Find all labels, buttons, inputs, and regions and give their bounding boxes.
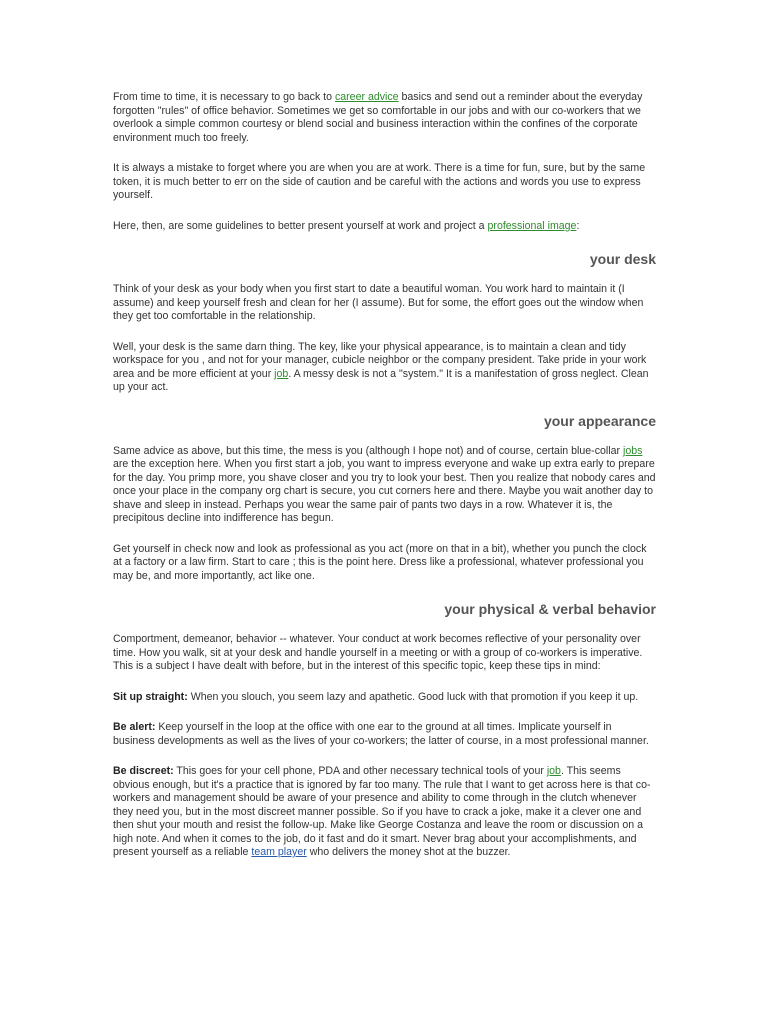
desk-text-2b: . A messy desk is not a "system." It is a manifestation of gross neglect. Clean up your act.: [113, 367, 649, 393]
behavior-paragraph-1: Comportment, demeanor, behavior -- whatever. Your conduct at work becomes reflective of your personality over time. How you walk, sit at your desk and handle yourself in a meeting or with a group of co-workers is imperative. This is a subject I have dealt with before, but in the interest of this specific topic, keep these tips in mind:: [113, 633, 643, 672]
appearance-text-1a: Same advice as above, but this time, the mess is you (although I hope not) and of course, certain blue-collar: [113, 444, 623, 457]
intro-text-1b: basics and send out a reminder about the everyday forgotten "rules" of office behavior. Sometimes we get so comfortable in our jobs and with our co-workers that we overlook a simple common courtesy or blend social and business interaction within the confines of the corporate environment much too freely.: [113, 91, 643, 144]
article-body: [113, 91, 656, 877]
desk-paragraph-2: [113, 341, 656, 395]
desk-paragraph-1: Think of your desk as your body when you first start to date a beautiful woman. You work hard to maintain it (I assume) and keep yourself fresh and clean for her (I assume). But for some, the effort goes out the window when they get too comfortable in the relationship.: [113, 283, 644, 322]
jobs-link[interactable]: jobs: [622, 444, 643, 457]
job-link-2[interactable]: job: [546, 765, 561, 777]
tip-3-text-b: . This seems obvious enough, but it's a practice that is ignored by far too many. The rule that I want to get across here is that co-workers and management should be aware of your presence and ability to come through in the clutch whenever they need you, but in the most discreet manner possible. So if you have to crack a joke, make it a clever one and then shut your mouth and resist the follow-up. Make like George Costanza and leave the room or discussion on a high note. And when it comes to the job, do it fast and do it smart. Never brag about your accomplishments, and present yourself as a reliable: [113, 765, 651, 858]
tip-be-discreet: [113, 765, 656, 860]
appearance-text-1b: are the exception here. When you first start a job, you want to impress everyone and wake up extra early to prepare for the day. You primp more, you shave closer and you try to look your best. Then you realize that nobody cares and once your place in the company org chart is secure, you cut corners here and there. Maybe you wait another day to shave and sleep in instead. Perhaps you wear the same pair of pants two days in a row. Whatever it is, the precipitous decline into indifference has begun.: [113, 458, 656, 524]
appearance-paragraph-2: Get yourself in check now and look as professional as you act (more on that in a bit), whether you punch the clock at a factory or a law firm. Start to care ; this is the point here. Dress like a professional, whatever professional you may be, and more importantly, act like one.: [113, 542, 647, 582]
professional-image-link[interactable]: professional image: [487, 219, 577, 232]
intro-paragraph-3: [113, 220, 656, 234]
tip-be-alert: [113, 721, 656, 748]
intro-paragraph-1: [113, 91, 656, 145]
desk-text-2a: Well, your desk is the same darn thing. The key, like your physical appearance, is to maintain a clean and tidy workspace for you , and not for your manager, cubicle neighbor or the company president. Take pride in your work area and be more efficient at your: [113, 340, 647, 380]
intro-text-3a: Here, then, are some guidelines to better present yourself at work and project a: [113, 219, 488, 232]
heading-your-desk: your desk: [589, 251, 656, 267]
tip-3-text-c: who delivers the money shot at the buzzer.: [306, 846, 511, 858]
tip-1-lead: Sit up straight:: [113, 690, 188, 703]
tip-3-lead: Be discreet:: [113, 765, 174, 777]
tip-sit-up-straight: [113, 691, 656, 705]
tip-3-text-a: This goes for your cell phone, PDA and other necessary technical tools of your: [173, 765, 547, 777]
career-advice-link[interactable]: career advice: [334, 91, 399, 103]
intro-text-3b: :: [576, 219, 580, 232]
intro-text-1a: From time to time, it is necessary to go back to: [113, 91, 335, 103]
intro-paragraph-2: It is always a mistake to forget where you are when you are at work. There is a time for fun, sure, but by the same token, it is much better to err on the side of caution and be careful with the actions and words you use to express yourself.: [113, 162, 646, 201]
tip-2-lead: Be alert:: [113, 721, 156, 733]
job-link[interactable]: job: [274, 367, 289, 380]
tip-2-text: Keep yourself in the loop at the office with one ear to the ground at all times. Implicate yourself in business developments as well as the lives of your co-workers; the latter of course, in a most professional manner.: [113, 721, 649, 747]
tip-1-text: When you slouch, you seem lazy and apathetic. Good luck with that promotion if you keep it up.: [187, 690, 639, 703]
heading-your-behavior: your physical & verbal behavior: [444, 601, 656, 617]
heading-your-appearance: your appearance: [543, 412, 656, 429]
appearance-paragraph-1: [113, 445, 656, 526]
team-player-link[interactable]: team player: [251, 846, 307, 858]
